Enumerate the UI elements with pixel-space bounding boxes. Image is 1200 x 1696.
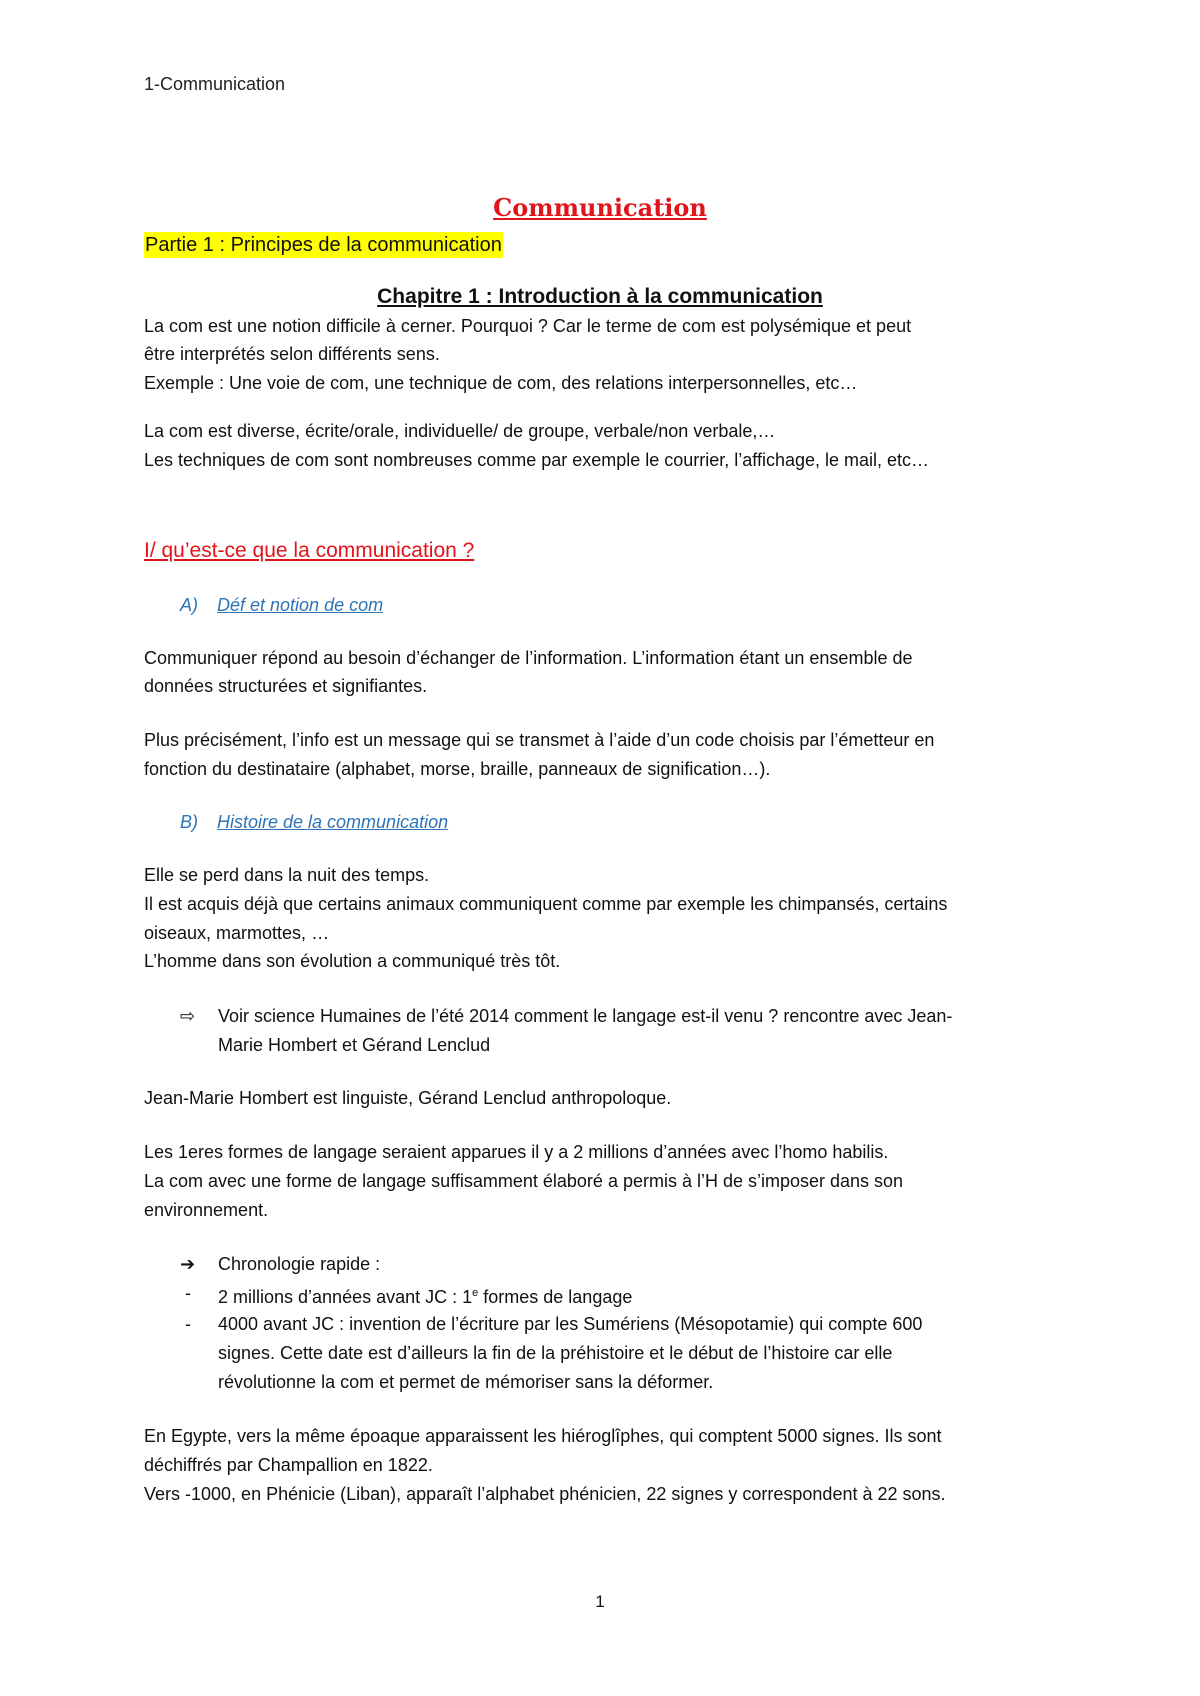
note-line: Marie Hombert et Gérand Lenclud	[218, 1035, 491, 1055]
page-header: 1-Communication	[144, 74, 286, 94]
paragraph-line: déchiffrés par Champallion en 1822.	[144, 1455, 433, 1475]
paragraph-line: Plus précisément, l’info est un message qui se transmet à l’aide d’un code choisis par l’émetteur en	[144, 730, 935, 750]
superscript: e	[472, 1287, 479, 1299]
subsection-letter: A)	[180, 595, 198, 615]
chronology-title: Chronologie rapide :	[218, 1254, 381, 1274]
chronology-text: formes de langage	[478, 1287, 633, 1307]
paragraph-line: La com est une notion difficile à cerner. Pourquoi ? Car le terme de com est polysémique et peut	[144, 316, 912, 336]
chronology-item: 4000 avant JC : invention de l’écriture par les Sumériens (Mésopotamie) qui compte 600	[218, 1314, 923, 1334]
paragraph-line: Jean-Marie Hombert est linguiste, Gérand Lenclud anthropoloque.	[144, 1088, 672, 1108]
paragraph-line: fonction du destinataire (alphabet, morse, braille, panneaux de signification…).	[144, 759, 771, 779]
subsection-label: Histoire de la communication	[217, 812, 449, 832]
chronology-item	[218, 1282, 632, 1308]
paragraph-line: être interprétés selon différents sens.	[144, 344, 440, 364]
subsection-label: Déf et notion de com	[217, 595, 384, 615]
dash-bullet: -	[185, 1314, 191, 1334]
paragraph-line: Les 1eres formes de langage seraient apparues il y a 2 millions d’années avec l’homo habilis.	[144, 1142, 889, 1162]
section-heading: I/ qu’est-ce que la communication ?	[144, 539, 475, 562]
chapter-heading: Chapitre 1 : Introduction à la communication	[377, 285, 823, 308]
arrow-outline-icon: ⇨	[180, 1006, 196, 1026]
subsection-letter: B)	[180, 812, 198, 832]
paragraph-line: Communiquer répond au besoin d’échanger de l’information. L’information étant un ensemble de	[144, 648, 913, 668]
part-heading: Partie 1 : Principes de la communication	[145, 234, 502, 256]
chronology-item: révolutionne la com et permet de mémoriser sans la déformer.	[218, 1372, 714, 1392]
paragraph-line: oiseaux, marmottes, …	[144, 923, 330, 943]
dash-bullet: -	[185, 1283, 191, 1303]
paragraph-line: L’homme dans son évolution a communiqué très tôt.	[144, 951, 561, 971]
subsection-b-heading	[180, 812, 448, 833]
paragraph-line: Les techniques de com sont nombreuses comme par exemple le courrier, l’affichage, le mail, etc…	[144, 450, 930, 470]
paragraph-line: environnement.	[144, 1200, 269, 1220]
document-title: Communication	[493, 193, 707, 222]
paragraph-line: Exemple : Une voie de com, une technique de com, des relations interpersonnelles, etc…	[144, 373, 858, 393]
page-number: 1	[595, 1592, 605, 1611]
paragraph-line: Il est acquis déjà que certains animaux communiquent comme par exemple les chimpansés, certains	[144, 894, 948, 914]
chronology-item: signes. Cette date est d’ailleurs la fin de la préhistoire et le début de l’histoire car elle	[218, 1343, 893, 1363]
paragraph-line: En Egypte, vers la même époaque apparaissent les hiéroglîphes, qui comptent 5000 signes. Ils sont	[144, 1426, 942, 1446]
paragraph-line: données structurées et signifiantes.	[144, 676, 428, 696]
paragraph-line: La com avec une forme de langage suffisamment élaboré a permis à l’H de s’imposer dans son	[144, 1171, 904, 1191]
paragraph-line: La com est diverse, écrite/orale, individuelle/ de groupe, verbale/non verbale,…	[144, 421, 776, 441]
arrow-right-icon: ➔	[180, 1254, 196, 1274]
note-line: Voir science Humaines de l’été 2014 comment le langage est-il venu ? rencontre avec Jean-	[218, 1006, 953, 1026]
subsection-a-heading	[180, 595, 383, 616]
chronology-text: 2 millions d’années avant JC : 1	[218, 1287, 473, 1307]
paragraph-line: Vers -1000, en Phénicie (Liban), apparaît l’alphabet phénicien, 22 signes y correspondent à 22 sons.	[144, 1484, 946, 1504]
paragraph-line: Elle se perd dans la nuit des temps.	[144, 865, 430, 885]
